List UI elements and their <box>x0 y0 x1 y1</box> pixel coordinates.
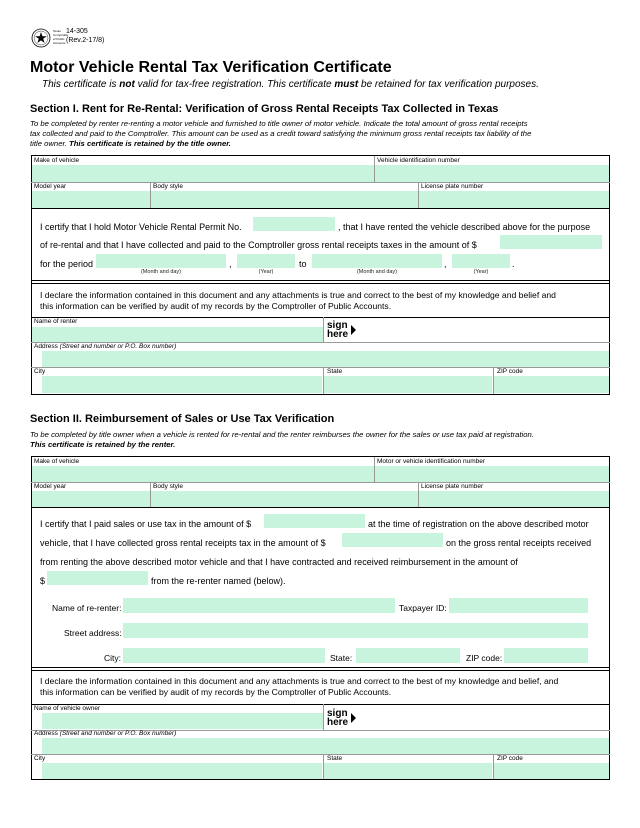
certify-rerenter-text: from the re-renter named (below). <box>151 576 286 586</box>
divider <box>323 317 324 342</box>
section2-heading: Section II. Reimbursement of Sales or Use Tax Verification <box>30 413 335 425</box>
divider <box>31 280 610 281</box>
section2-intro: To be completed by title owner when a vehicle is rented for re-rental and the renter reimburses the owner for the sales or use tax paid at registration. This certificate is retained by the renter. <box>30 430 534 449</box>
certify-collected-text: vehicle, that I have collected gross rental receipts tax in the amount of $ <box>40 538 326 548</box>
owner-name-label: Name of vehicle owner <box>34 705 101 712</box>
model-year-input[interactable] <box>32 191 150 208</box>
divider <box>31 182 610 183</box>
renter-state-input[interactable] <box>324 376 492 393</box>
to-label: to <box>299 259 307 269</box>
make-input[interactable] <box>32 165 374 182</box>
divider <box>323 704 324 730</box>
owner-city-input[interactable] <box>42 763 322 779</box>
period-start-month-day-input[interactable] <box>96 254 226 268</box>
sign-here-label: sign here <box>327 320 349 340</box>
divider <box>31 754 610 755</box>
rerenter-street-input[interactable] <box>123 623 588 638</box>
city-label: City <box>34 368 46 375</box>
sign-here-label: sign here <box>327 708 349 728</box>
certify-amount-text: of re-rental and that I have collected and paid to the Comptroller gross rental receipts taxes in the amount of $ <box>40 240 477 250</box>
divider <box>31 670 610 671</box>
rerenter-name-label: Name of re-renter: <box>52 603 122 613</box>
certify-rented-text: , that I have rented the vehicle described above for the purpose <box>338 222 591 232</box>
owner-zip-input[interactable] <box>494 763 609 779</box>
state-label-inline: State: <box>330 653 353 663</box>
tax-amount-input[interactable] <box>500 235 602 249</box>
period-label: for the period <box>40 259 94 269</box>
city-label-inline: City: <box>104 653 121 663</box>
make-label: Make of vehicle <box>34 157 80 164</box>
s2-vin-input[interactable] <box>375 466 609 482</box>
s2-model-year-input[interactable] <box>32 491 150 507</box>
declaration-text: this information can be verified by audit of my records by the Comptroller of Public Accounts. <box>40 687 392 697</box>
zip-label: ZIP code <box>497 755 523 762</box>
month-day-hint: (Month and day) <box>140 269 182 275</box>
divider <box>31 667 610 668</box>
rerenter-state-input[interactable] <box>356 648 460 663</box>
owner-name-input[interactable] <box>42 713 323 729</box>
owner-state-input[interactable] <box>324 763 492 779</box>
certify-reimbursement-text: from renting the above described motor vehicle and that I have contracted and received reimbursement in the amount of <box>40 557 518 567</box>
divider <box>31 283 610 284</box>
rental-tax-amount-input[interactable] <box>342 533 443 547</box>
owner-signature-input[interactable] <box>360 705 609 729</box>
street-address-label: Street address: <box>64 628 122 638</box>
seal-text: Texas Comptroller of Public Accounts <box>53 29 69 45</box>
sales-tax-amount-input[interactable] <box>264 514 365 528</box>
state-label: State <box>327 368 343 375</box>
s2-body-style-input[interactable] <box>151 491 418 507</box>
dollar-sign: $ <box>40 576 46 586</box>
divider <box>31 208 610 209</box>
model-year-label: Model year <box>34 483 67 490</box>
certify-receipts-text: on the gross rental receipts received <box>446 538 592 548</box>
declaration-text: I declare the information contained in this document and any attachments is true and correct to the best of my knowledge and belief and <box>40 290 556 300</box>
year-hint: (Year) <box>473 269 489 275</box>
city-label: City <box>34 755 46 762</box>
certify-paid-text: I certify that I paid sales or use tax in the amount of $ <box>40 519 252 529</box>
body-style-label: Body style <box>153 483 183 490</box>
owner-address-input[interactable] <box>42 738 609 754</box>
vin-label: Motor or vehicle identification number <box>377 458 486 465</box>
reimbursement-amount-input[interactable] <box>47 571 148 585</box>
make-label: Make of vehicle <box>34 458 80 465</box>
divider <box>31 482 610 483</box>
comptroller-seal-icon <box>31 28 51 48</box>
body-style-label: Body style <box>153 183 183 190</box>
page-subtitle: This certificate is not valid for tax-free registration. This certificate must be retained for tax verification purposes. <box>42 79 539 90</box>
month-day-hint: (Month and day) <box>356 269 398 275</box>
year-hint: (Year) <box>258 269 274 275</box>
s2-make-input[interactable] <box>32 466 374 482</box>
divider <box>31 507 610 508</box>
certify-registration-text: at the time of registration on the above described motor <box>368 519 589 529</box>
vin-label: Vehicle identification number <box>377 157 460 164</box>
declaration-text: this information can be verified by audit of my records by the Comptroller of Public Accounts. <box>40 301 392 311</box>
period-end-month-day-input[interactable] <box>312 254 442 268</box>
s2-plate-input[interactable] <box>419 491 609 507</box>
plate-label: License plate number <box>421 183 484 190</box>
section1-intro: To be completed by renter re-renting a motor vehicle and furnished to title owner of motor vehicle. Indicate the total amount of gross rental receipts tax collected and paid to the Comptroller. This amount can be used as a credit toward satisfying the minimum gross rental receipts tax liability of the title owner. This certificate is retained by the title owner. <box>30 119 532 148</box>
comma: , <box>444 259 447 269</box>
plate-label: License plate number <box>421 483 484 490</box>
permit-number-input[interactable] <box>253 217 335 231</box>
address-label: Address (Street and number or P.O. Box number) <box>34 343 177 350</box>
period-end-year-input[interactable] <box>452 254 510 268</box>
certify-permit-text: I certify that I hold Motor Vehicle Rental Permit No. <box>40 222 242 232</box>
rerenter-city-input[interactable] <box>123 648 325 663</box>
model-year-label: Model year <box>34 183 67 190</box>
address-label: Address (Street and number or P.O. Box number) <box>34 730 177 737</box>
rerenter-name-input[interactable] <box>123 598 395 613</box>
zip-label-inline: ZIP code: <box>466 653 503 663</box>
plate-input[interactable] <box>419 191 609 208</box>
form-revision: (Rev.2-17/8) <box>66 37 105 44</box>
renter-name-input[interactable] <box>32 327 323 342</box>
page-title: Motor Vehicle Rental Tax Verification Certificate <box>30 59 392 76</box>
form-number: 14-305 <box>66 28 88 35</box>
sign-arrow-icon <box>351 325 356 335</box>
period-end: . <box>512 259 515 269</box>
taxpayer-id-input[interactable] <box>449 598 588 613</box>
zip-label: ZIP code <box>497 368 523 375</box>
state-label: State <box>327 755 343 762</box>
taxpayer-id-label: Taxpayer ID: <box>399 603 447 613</box>
rerenter-zip-input[interactable] <box>504 648 588 663</box>
renter-zip-input[interactable] <box>494 376 609 393</box>
section1-heading: Section I. Rent for Re-Rental: Verification of Gross Rental Receipts Tax Collected in Texas <box>30 103 499 115</box>
body-style-input[interactable] <box>151 191 418 208</box>
declaration-text: I declare the information contained in this document and any attachments is true and correct to the best of my knowledge and belief, and <box>40 676 559 686</box>
renter-address-input[interactable] <box>42 351 609 367</box>
sign-arrow-icon <box>351 713 356 723</box>
renter-name-label: Name of renter <box>34 318 78 325</box>
period-start-year-input[interactable] <box>237 254 295 268</box>
comma: , <box>229 259 232 269</box>
vin-input[interactable] <box>375 165 609 182</box>
renter-city-input[interactable] <box>42 376 322 393</box>
renter-signature-input[interactable] <box>360 318 609 342</box>
divider <box>31 367 610 368</box>
